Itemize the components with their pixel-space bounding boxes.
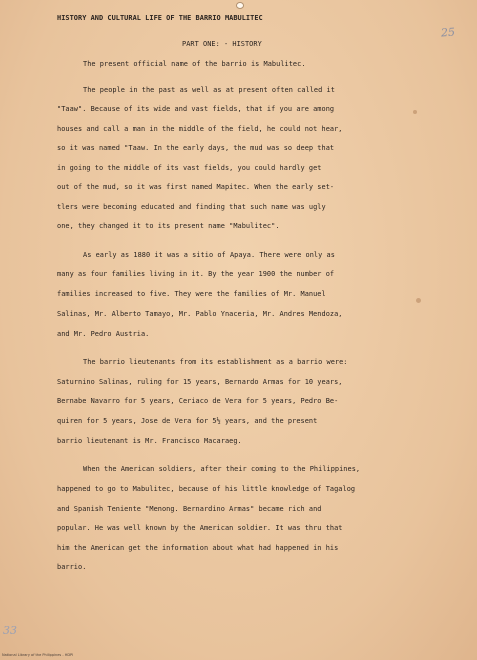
body-line: families increased to five. They were the families of Mr. Manuel [57, 290, 326, 298]
section-heading: PART ONE: - HISTORY [182, 40, 262, 48]
body-line: Saturnino Salinas, ruling for 15 years, Bernardo Armas for 10 years, [57, 378, 343, 386]
body-line: The barrio lieutenants from its establishment as a barrio were: [83, 358, 348, 366]
body-line: so it was named "Taaw. In the early days, the mud was so deep that [57, 144, 335, 152]
body-line: happened to go to Mabulitec, because of his little knowledge of Tagalog [57, 485, 356, 493]
body-line: barrio. [57, 563, 87, 571]
body-line: and Mr. Pedro Austria. [57, 330, 150, 338]
body-line: The present official name of the barrio is Mabulitec. [83, 60, 306, 68]
body-line: houses and call a man in the middle of the field, he could not hear, [57, 125, 343, 133]
punch-hole [236, 2, 244, 9]
body-line: The people in the past as well as at present often called it [83, 86, 335, 94]
page-number: 25 [440, 25, 456, 40]
body-line: one, they changed it to its present name "Mabulitec". [57, 222, 280, 230]
body-line: As early as 1880 it was a sitio of Apaya. There were only as [83, 251, 335, 259]
body-line: Salinas, Mr. Alberto Tamayo, Mr. Pablo Ynaceria, Mr. Andres Mendoza, [57, 310, 343, 318]
body-line: and Spanish Teniente "Menong. Bernardino Armas" became rich and [57, 505, 322, 513]
margin-note: 33 [3, 624, 17, 637]
stain-mark [416, 298, 421, 303]
body-line: popular. He was well known by the American soldier. It was thru that [57, 524, 343, 532]
body-line: When the American soldiers, after their coming to the Philippines, [83, 465, 361, 473]
stain-mark [413, 110, 417, 114]
body-line: many as four families living in it. By the year 1900 the number of [57, 270, 335, 278]
body-line: quiren for 5 years, Jose de Vera for 5½ years, and the present [57, 417, 318, 425]
footer-text: National Library of the Philippines - HDPI [2, 653, 74, 657]
body-line: "Taaw". Because of its wide and vast fields, that if you are among [57, 105, 335, 113]
body-line: tlers were becoming educated and finding that such name was ugly [57, 203, 326, 211]
body-line: barrio lieutenant is Mr. Francisco Macaraeg. [57, 437, 242, 445]
body-line: Bernabe Navarro for 5 years, Ceriaco de Vera for 5 years, Pedro Be- [57, 397, 339, 405]
body-line: him the American get the information about what had happened in his [57, 544, 339, 552]
body-line: in going to the middle of its vast fields, you could hardly get [57, 164, 322, 172]
document-title: HISTORY AND CULTURAL LIFE OF THE BARRIO MABULITEC [57, 14, 263, 22]
body-line: out of the mud, so it was first named Mapitec. When the early set- [57, 183, 335, 191]
